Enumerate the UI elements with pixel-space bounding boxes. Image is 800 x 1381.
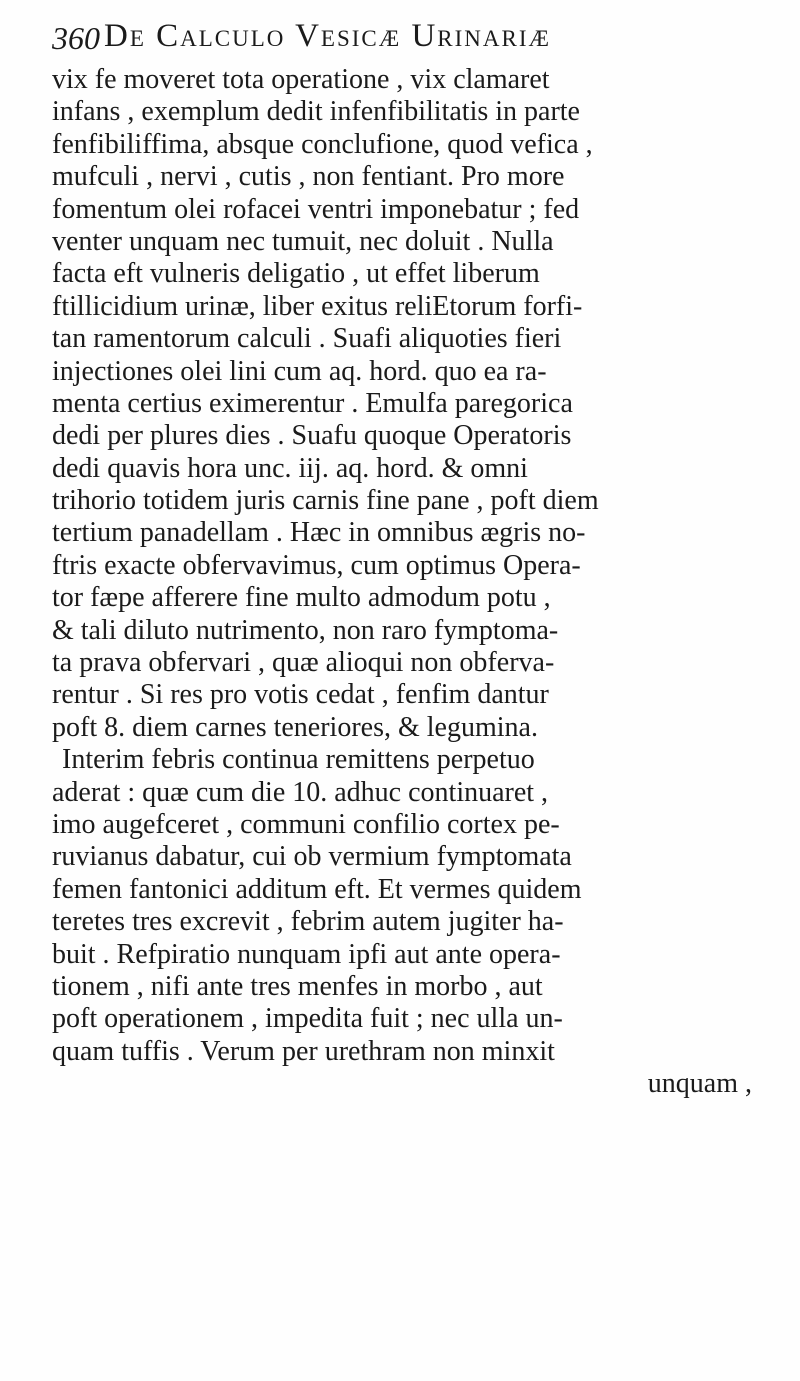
text-line: aderat : quæ cum die 10. adhuc continuaret , — [52, 776, 549, 808]
text-line: femen fantonici additum eft. Et vermes quidem — [52, 873, 582, 905]
text-line: dedi per plures dies . Suafu quoque Operatoris — [52, 420, 572, 452]
text-line: venter unquam nec tumuit, nec doluit . Nulla — [52, 225, 554, 257]
text-line: ruvianus dabatur, cui ob vermium fymptomata — [52, 841, 572, 873]
text-line: mufculi , nervi , cutis , non fentiant. Pro more — [52, 161, 565, 193]
text-line: tionem , nifi ante tres menfes in morbo , aut — [52, 970, 543, 1002]
text-line: poft operationem , impedita fuit ; nec ulla un- — [52, 1003, 563, 1035]
text-line: ta prava obfervari , quæ alioqui non obferva- — [52, 647, 555, 679]
page-header — [0, 0, 800, 70]
text-line: vix fe moveret tota operatione , vix clamaret — [52, 64, 550, 95]
text-line: ftillicidium urinæ, liber exitus reliEtorum forfi- — [52, 290, 583, 322]
text-line: tor fæpe afferere fine multo admodum potu , — [52, 582, 551, 614]
text-line: tan ramentorum calculi . Suafi aliquoties fieri — [52, 323, 562, 355]
text-line: facta eft vulneris deligatio , ut effet liberum — [52, 258, 540, 290]
page-number: 360 — [52, 20, 100, 56]
text-line: fenfibiliffima, absque conclufione, quod vefica , — [52, 128, 593, 160]
text-line: rentur . Si res pro votis cedat , fenfim dantur — [52, 679, 549, 711]
text-line: tertium panadellam . Hæc in omnibus ægris no- — [52, 517, 586, 549]
text-line: trihorio totidem juris carnis fine pane , poft diem — [52, 485, 599, 517]
running-head: De Calculo Vesicæ Urinariæ — [104, 18, 551, 54]
text-line: imo augefceret , communi confilio cortex pe- — [52, 808, 560, 840]
text-line: buit . Refpiratio nunquam ipfi aut ante opera- — [52, 938, 561, 970]
catchword: unquam , — [647, 1068, 752, 1100]
text-line: & tali diluto nutrimento, non raro fymptoma- — [52, 614, 559, 646]
text-line: poft 8. diem carnes teneriores, & legumina. — [52, 711, 538, 743]
text-line: infans , exemplum dedit infenfibilitatis in parte — [52, 96, 580, 128]
text-line: quam tuffis . Verum per urethram non minxit — [52, 1035, 555, 1067]
text-line: ftris exacte obfervavimus, cum optimus Opera- — [52, 549, 581, 581]
text-line: menta certius eximerentur . Emulfa paregorica — [52, 387, 573, 419]
body-text — [52, 64, 800, 1101]
text-line: Interim febris continua remittens perpetuo — [62, 744, 535, 776]
text-line: dedi quavis hora unc. iij. aq. hord. & omni — [52, 452, 528, 484]
text-line: injectiones olei lini cum aq. hord. quo ea ra- — [52, 355, 547, 387]
text-line: fomentum olei rofacei ventri imponebatur ; fed — [52, 193, 580, 225]
text-line: teretes tres excrevit , febrim autem jugiter ha- — [52, 906, 564, 938]
